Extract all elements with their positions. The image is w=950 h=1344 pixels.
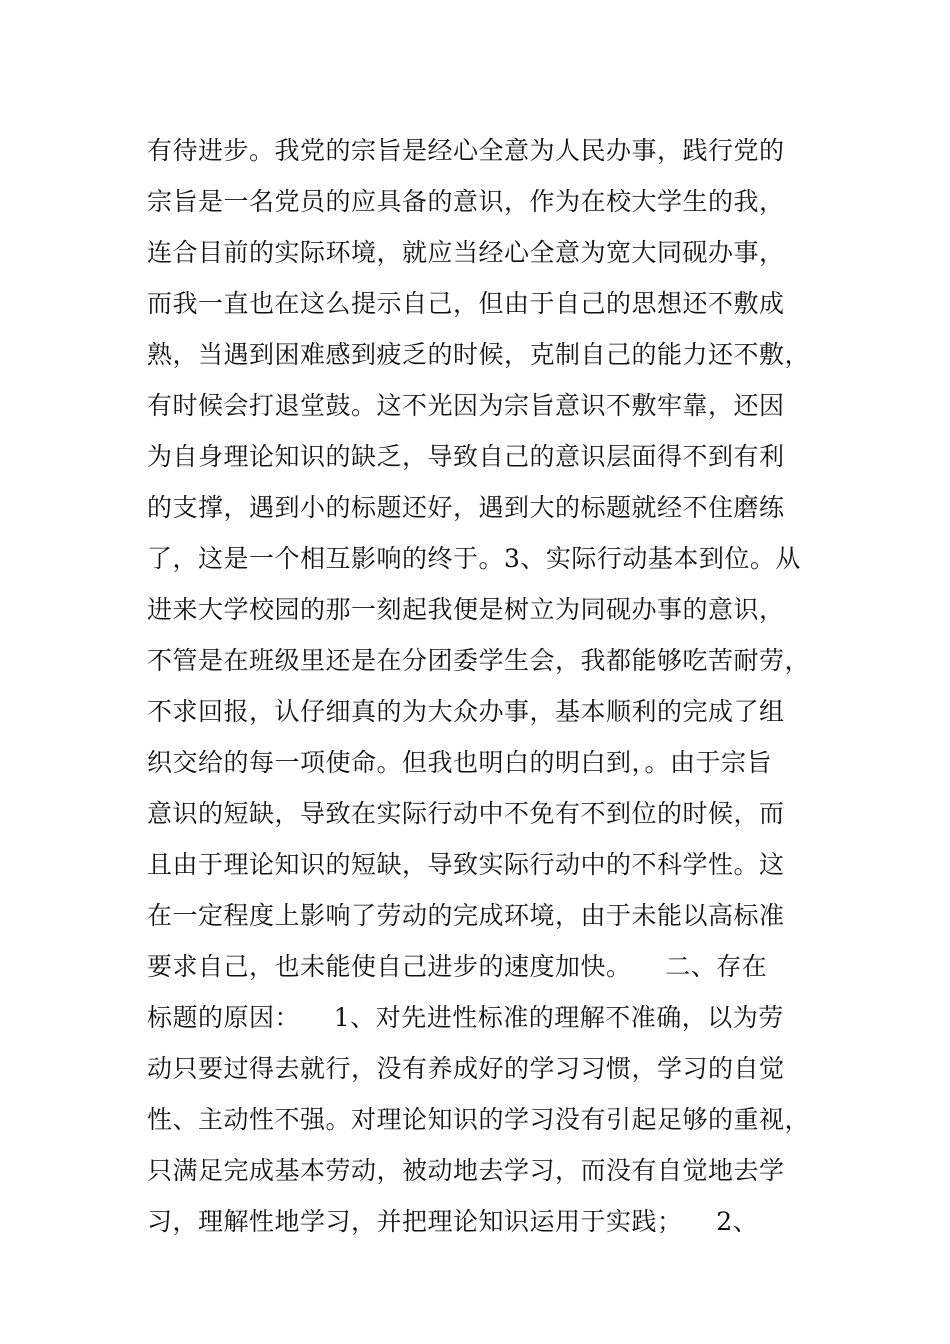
text-line: 的支撑，遇到小的标题还好，遇到大的标题就经不住磨练 — [147, 493, 785, 522]
text-line: 宗旨是一名党员的应具备的意识，作为在校大学生的我， — [147, 187, 785, 216]
text-line: 而我一直也在这么提示自己，但由于自己的思想还不敷成 — [147, 289, 785, 318]
text-line: 在一定程度上影响了劳动的完成环境，由于未能以高标准 — [147, 901, 785, 930]
text-line: 进来大学校园的那一刻起我便是树立为同砚办事的意识， — [147, 595, 785, 624]
text-line: 连合目前的实际环境，就应当经心全意为宽大同砚办事， — [147, 238, 785, 267]
text-line: 为自身理论知识的缺乏，导致自己的意识层面得不到有利 — [147, 442, 785, 471]
text-line: 有时候会打退堂鼓。这不光因为宗旨意识不敷牢靠，还因 — [147, 391, 785, 420]
text-line: 动只要过得去就行，没有养成好的学习习惯，学习的自觉 — [147, 1054, 785, 1083]
text-line: 不管是在班级里还是在分团委学生会，我都能够吃苦耐劳， — [147, 646, 811, 675]
text-line: 意识的短缺，导致在实际行动中不免有不到位的时候，而 — [147, 799, 785, 828]
text-line: 不求回报，认仔细真的为大众办事，基本顺利的完成了组 — [147, 697, 785, 726]
body-text — [147, 128, 811, 1250]
text-line: 有待进步。我党的宗旨是经心全意为人民办事，践行党的 — [147, 136, 785, 165]
text-line: 且由于理论知识的短缺，导致实际行动中的不科学性。这 — [147, 850, 785, 879]
text-line: 性、主动性不强。对理论知识的学习没有引起足够的重视， — [147, 1105, 811, 1134]
text-line: 要求自己，也未能使自己进步的速度加快。 二、存在 — [147, 952, 768, 981]
text-line: 织交给的每一项使命。但我也明白的明白到，。由于宗旨 — [147, 748, 773, 777]
text-line: 了，这是一个相互影响的终于。3、实际行动基本到位。从 — [147, 544, 801, 573]
text-line: 只满足完成基本劳动，被动地去学习，而没有自觉地去学 — [147, 1156, 785, 1185]
text-line: 熟，当遇到困难感到疲乏的时候，克制自己的能力还不敷， — [147, 340, 811, 369]
text-line: 标题的原因： 1、对先进性标准的理解不准确，以为劳 — [147, 1003, 784, 1032]
text-line: 习，理解性地学习，并把理论知识运用于实践； 2、 — [147, 1207, 759, 1236]
